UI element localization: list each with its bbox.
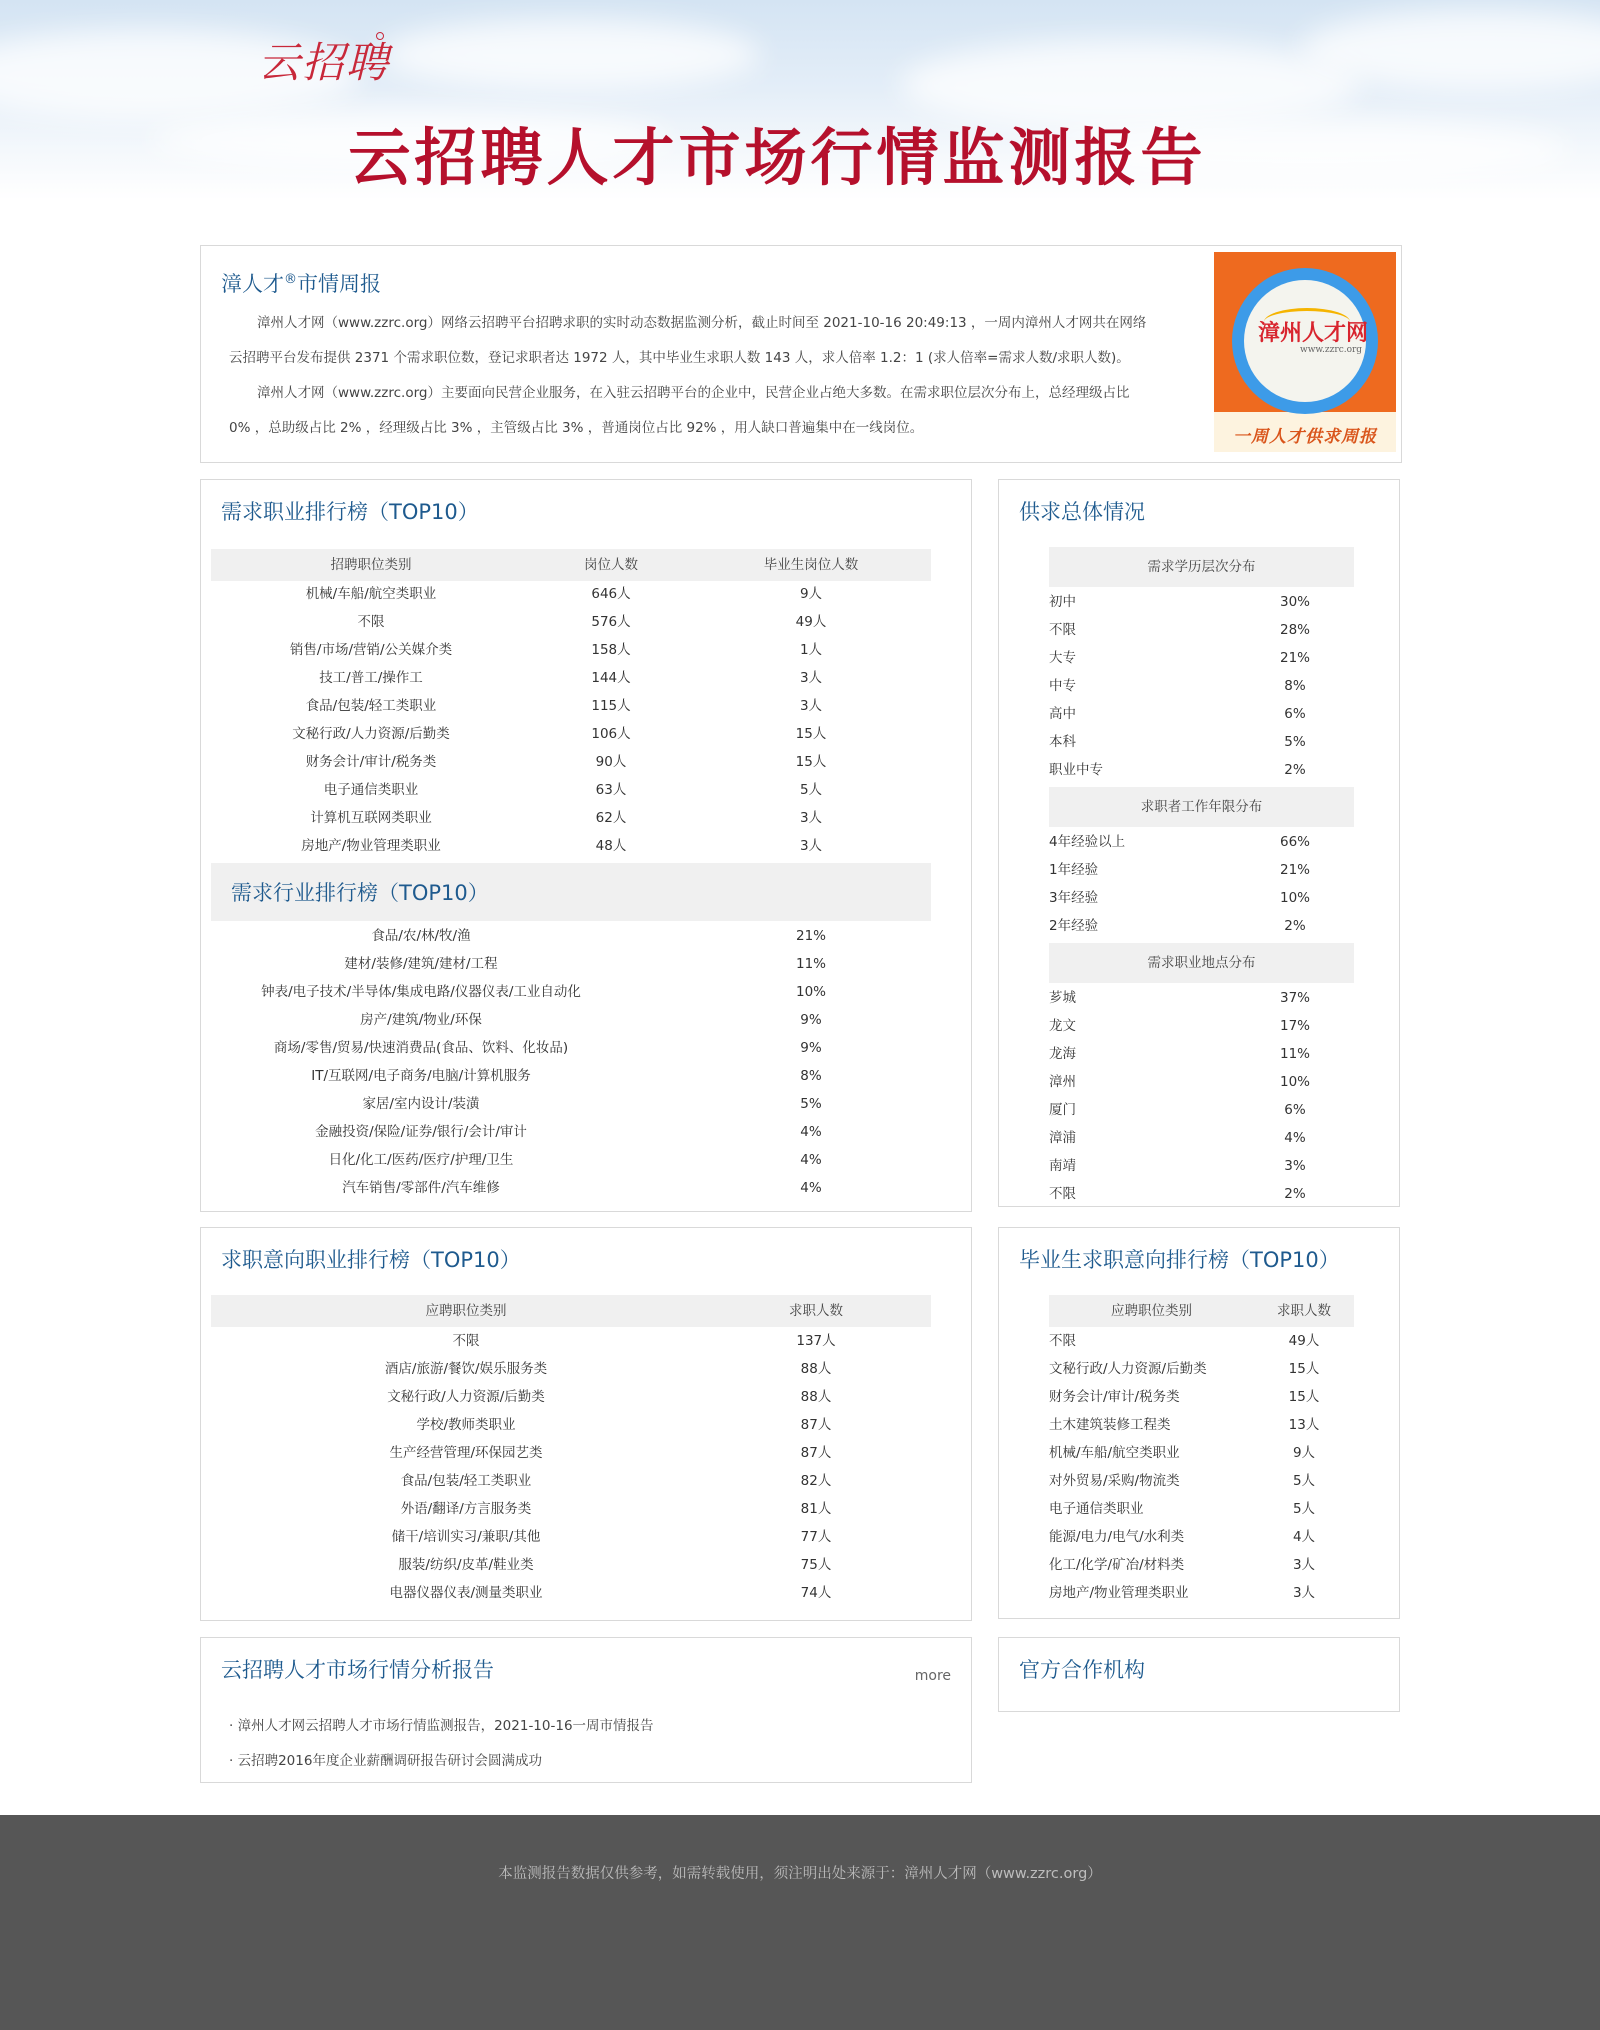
- supply-item: [1049, 912, 1354, 940]
- supply-item-label: 高中: [1049, 706, 1076, 722]
- table-cell: 15人: [795, 726, 827, 742]
- table-cell: 不限: [1049, 1333, 1076, 1349]
- footer-disclaimer: 本监测报告数据仅供参考，如需转载使用，须注明出处来源于：漳州人才网（www.zzrc.org）: [498, 1866, 1102, 1882]
- table-cell: 商场/零售/贸易/快速消费品(食品、饮料、化妆品): [273, 1040, 569, 1056]
- table-row: [1049, 1467, 1354, 1495]
- table-cell: 日化/化工/医药/医疗/护理/卫生: [328, 1152, 514, 1168]
- supply-item: [1049, 588, 1354, 616]
- table-cell: 87人: [800, 1445, 832, 1461]
- supply-item-label: 芗城: [1049, 990, 1076, 1006]
- report-link-1[interactable]: · 漳州人才网云招聘人才市场行情监测报告，2021-10-16一周市情报告: [229, 1718, 654, 1734]
- table-cell: 77人: [800, 1529, 832, 1545]
- supply-item-label: 4年经验以上: [1049, 834, 1126, 850]
- table-cell: 15人: [1288, 1361, 1320, 1377]
- table-cell: 储干/培训实习/兼职/其他: [391, 1529, 541, 1545]
- table-row: [201, 1383, 941, 1411]
- supply-item: [1049, 1096, 1354, 1124]
- table-cell: 3人: [799, 838, 823, 854]
- table-cell: 4%: [800, 1180, 822, 1196]
- table-cell: 137人: [796, 1333, 836, 1349]
- table-cell: 汽车销售/零部件/汽车维修: [342, 1180, 500, 1196]
- table-row: [201, 580, 941, 608]
- demand-industries-title: 需求行业排行榜（TOP10）: [231, 881, 489, 905]
- supply-item-value: 2%: [1284, 762, 1306, 778]
- table-row: [201, 1034, 941, 1062]
- supply-item-label: 厦门: [1049, 1102, 1076, 1118]
- table-cell: 财务会计/审计/税务类: [305, 754, 437, 770]
- table-row: [201, 1174, 941, 1202]
- table-row: [201, 804, 941, 832]
- supply-item-label: 3年经验: [1049, 890, 1099, 906]
- supply-item-label: 初中: [1049, 594, 1076, 610]
- supply-item-label: 本科: [1049, 734, 1076, 750]
- table-row: [201, 720, 941, 748]
- supply-item: [1049, 884, 1354, 912]
- table-row: [201, 950, 941, 978]
- supply-item-value: 28%: [1279, 622, 1310, 638]
- supply-item-label: 中专: [1049, 678, 1076, 694]
- supply-item-value: 2%: [1284, 1186, 1306, 1202]
- table-cell: 49人: [1288, 1333, 1320, 1349]
- footer: [0, 1815, 1600, 2030]
- table-cell: 74人: [800, 1585, 832, 1601]
- supply-item-value: 30%: [1279, 594, 1310, 610]
- table-cell: 房产/建筑/物业/环保: [360, 1012, 482, 1028]
- supply-item-value: 8%: [1284, 678, 1306, 694]
- table-row: [201, 922, 941, 950]
- table-cell: 土木建筑装修工程类: [1049, 1417, 1171, 1433]
- table-cell: 49人: [795, 614, 827, 630]
- table-cell: 钟表/电子技术/半导体/集成电路/仪器仪表/工业自动化: [261, 984, 581, 1000]
- supply-group-header: 需求职业地点分布: [1049, 943, 1354, 983]
- table-row: [1049, 1523, 1354, 1551]
- table-row: [1049, 1355, 1354, 1383]
- table-cell: 销售/市场/营销/公关媒介类: [289, 642, 453, 658]
- table-cell: 房地产/物业管理类职业: [301, 838, 441, 854]
- table-cell: 144人: [591, 670, 631, 686]
- table-row: [1049, 1495, 1354, 1523]
- table-cell: IT/互联网/电子商务/电脑/计算机服务: [311, 1068, 531, 1084]
- table-cell: 15人: [1288, 1389, 1320, 1405]
- table-cell: 9%: [800, 1040, 822, 1056]
- table-row: [1049, 1439, 1354, 1467]
- table-cell: 88人: [800, 1361, 832, 1377]
- supply-group-header: 求职者工作年限分布: [1049, 787, 1354, 827]
- table-cell: 3人: [799, 698, 823, 714]
- market-reports-title: 云招聘人才市场行情分析报告: [221, 1658, 494, 1682]
- table-cell: 158人: [591, 642, 631, 658]
- table-cell: 建材/装修/建筑/建材/工程: [344, 956, 498, 972]
- table-row: [201, 1495, 941, 1523]
- demand-jobs-table-header: 招聘职位类别 岗位人数 毕业生岗位人数: [211, 549, 931, 581]
- table-row: [201, 1090, 941, 1118]
- demand-jobs-panel: [200, 479, 972, 1212]
- table-cell: 48人: [595, 838, 627, 854]
- table-cell: 技工/普工/操作工: [319, 670, 423, 686]
- supply-item-value: 6%: [1284, 706, 1306, 722]
- table-cell: 62人: [595, 810, 627, 826]
- supply-item-value: 66%: [1279, 834, 1310, 850]
- table-row: [1049, 1579, 1354, 1607]
- supply-item-label: 大专: [1049, 650, 1076, 666]
- table-row: [201, 664, 941, 692]
- supply-item-label: 漳州: [1049, 1074, 1076, 1090]
- supply-item: [1049, 1012, 1354, 1040]
- table-cell: 服装/纺织/皮革/鞋业类: [398, 1557, 534, 1573]
- table-row: [201, 1411, 941, 1439]
- supply-item-value: 17%: [1279, 1018, 1310, 1034]
- supply-item-value: 4%: [1284, 1130, 1306, 1146]
- table-cell: 文秘行政/人力资源/后勤类: [292, 726, 450, 742]
- table-cell: 家居/室内设计/装潢: [362, 1096, 480, 1112]
- table-cell: 4%: [800, 1124, 822, 1140]
- table-row: [1049, 1551, 1354, 1579]
- page-title: 云招聘人才市场行情监测报告: [348, 121, 1207, 194]
- supply-item: [1049, 672, 1354, 700]
- table-cell: 3人: [1292, 1557, 1316, 1573]
- table-cell: 食品/包装/轻工类职业: [400, 1473, 532, 1489]
- table-cell: 3人: [799, 670, 823, 686]
- table-row: [201, 1062, 941, 1090]
- table-cell: 15人: [795, 754, 827, 770]
- table-cell: 化工/化学/矿冶/材料类: [1049, 1557, 1185, 1573]
- table-cell: 115人: [591, 698, 631, 714]
- table-cell: 金融投资/保险/证券/银行/会计/审计: [315, 1124, 527, 1140]
- supply-item-label: 1年经验: [1049, 862, 1099, 878]
- seeker-jobs-title: 求职意向职业排行榜（TOP10）: [221, 1248, 521, 1272]
- supply-item: [1049, 700, 1354, 728]
- summary-paragraph-2: 漳州人才网（www.zzrc.org）主要面向民营企业服务，在入驻云招聘平台的企业中，民营企业占绝大多数。在需求职位层次分布上，总经理级占比 0% ，总助级占比 2% ，经理级占比 3% ，主管级占比 3% ，普通岗位占比 92% ，用人缺口普遍集中在一线岗位。: [229, 385, 1130, 436]
- supply-item: [1049, 1152, 1354, 1180]
- table-cell: 3人: [799, 810, 823, 826]
- table-cell: 5人: [1292, 1501, 1316, 1517]
- more-reports-link[interactable]: more: [914, 1668, 951, 1684]
- supply-item: [1049, 984, 1354, 1012]
- table-row: [201, 978, 941, 1006]
- table-row: [1049, 1383, 1354, 1411]
- table-row: [201, 692, 941, 720]
- supply-item-label: 南靖: [1049, 1158, 1076, 1174]
- table-row: [201, 1467, 941, 1495]
- table-row: [1049, 1411, 1354, 1439]
- supply-item-label: 2年经验: [1049, 918, 1099, 934]
- table-cell: 机械/车船/航空类职业: [1049, 1445, 1180, 1461]
- supply-item-value: 10%: [1279, 890, 1310, 906]
- supply-item-value: 3%: [1284, 1158, 1306, 1174]
- table-cell: 计算机互联网类职业: [310, 810, 432, 826]
- table-cell: 不限: [452, 1333, 480, 1349]
- table-cell: 11%: [795, 956, 826, 972]
- table-cell: 81人: [800, 1501, 832, 1517]
- table-cell: 3人: [1292, 1585, 1316, 1601]
- table-cell: 106人: [591, 726, 631, 742]
- table-row: [201, 1523, 941, 1551]
- demand-industries-header: [211, 863, 931, 921]
- weekly-report-promo-image[interactable]: [1214, 252, 1396, 452]
- supply-group-header: 需求学历层次分布: [1049, 547, 1354, 587]
- table-cell: 5人: [799, 782, 823, 798]
- supply-item-label: 漳浦: [1049, 1130, 1076, 1146]
- supply-item: [1049, 756, 1354, 784]
- table-row: [201, 1355, 941, 1383]
- table-cell: 5人: [1292, 1473, 1316, 1489]
- table-cell: 82人: [800, 1473, 832, 1489]
- report-link-2[interactable]: · 云招聘2016年度企业薪酬调研报告研讨会圆满成功: [229, 1753, 542, 1769]
- table-row: [201, 1327, 941, 1355]
- table-cell: 房地产/物业管理类职业: [1049, 1585, 1189, 1601]
- table-row: [201, 748, 941, 776]
- supply-item: [1049, 1068, 1354, 1096]
- table-cell: 电子通信类职业: [323, 782, 419, 798]
- graduate-jobs-table-header: 应聘职位类别 求职人数: [1049, 1295, 1354, 1327]
- supply-item: [1049, 1180, 1354, 1208]
- table-row: [201, 1579, 941, 1607]
- market-reports-panel: [200, 1637, 972, 1783]
- supply-item-value: 5%: [1284, 734, 1306, 750]
- supply-item-value: 2%: [1284, 918, 1306, 934]
- site-logo[interactable]: 云招聘: [258, 38, 391, 87]
- supply-item: [1049, 828, 1354, 856]
- supply-item: [1049, 856, 1354, 884]
- table-row: [1049, 1327, 1354, 1355]
- graduate-jobs-panel: [998, 1227, 1400, 1619]
- supply-item: [1049, 728, 1354, 756]
- table-cell: 9人: [1292, 1445, 1316, 1461]
- table-cell: 576人: [591, 614, 631, 630]
- supply-item: [1049, 616, 1354, 644]
- demand-jobs-title: 需求职业排行榜（TOP10）: [221, 500, 479, 524]
- supply-item: [1049, 1124, 1354, 1152]
- table-row: [201, 1118, 941, 1146]
- promo-tagline: 一周人才供求周报: [1233, 427, 1377, 447]
- table-cell: 学校/教师类职业: [416, 1417, 516, 1433]
- table-cell: 10%: [795, 984, 826, 1000]
- supply-item: [1049, 1040, 1354, 1068]
- summary-title: 漳人才®市情周报: [221, 272, 381, 296]
- table-cell: 不限: [357, 614, 385, 630]
- table-cell: 对外贸易/采购/物流类: [1049, 1473, 1180, 1489]
- table-row: [201, 1551, 941, 1579]
- table-row: [201, 832, 941, 860]
- table-cell: 9%: [800, 1012, 822, 1028]
- table-cell: 外语/翻译/方言服务类: [400, 1501, 532, 1517]
- header-banner: [0, 0, 1600, 200]
- table-cell: 646人: [591, 586, 631, 602]
- table-cell: 食品/农/林/牧/渔: [371, 928, 471, 944]
- table-cell: 5%: [800, 1096, 822, 1112]
- table-cell: 4人: [1292, 1529, 1316, 1545]
- promo-site-name: 漳州人才网: [1258, 320, 1369, 346]
- table-cell: 财务会计/审计/税务类: [1049, 1389, 1180, 1405]
- table-cell: 1人: [799, 642, 823, 658]
- graduate-jobs-title: 毕业生求职意向排行榜（TOP10）: [1019, 1248, 1340, 1272]
- table-cell: 文秘行政/人力资源/后勤类: [1049, 1361, 1207, 1377]
- table-row: [201, 1146, 941, 1174]
- table-row: [201, 636, 941, 664]
- supply-item: [1049, 644, 1354, 672]
- partners-panel: [998, 1637, 1400, 1712]
- supply-item-label: 不限: [1049, 622, 1076, 638]
- supply-item-label: 龙文: [1049, 1018, 1076, 1034]
- table-cell: 63人: [595, 782, 627, 798]
- supply-item-label: 职业中专: [1049, 762, 1103, 778]
- table-cell: 88人: [800, 1389, 832, 1405]
- supply-item-value: 10%: [1279, 1074, 1310, 1090]
- table-cell: 生产经营管理/环保园艺类: [389, 1445, 543, 1461]
- supply-item-value: 21%: [1279, 862, 1310, 878]
- table-row: [201, 1439, 941, 1467]
- supply-item-value: 37%: [1279, 990, 1310, 1006]
- promo-site-url: www.zzrc.org: [1300, 345, 1363, 355]
- seeker-jobs-panel: [200, 1227, 972, 1621]
- table-cell: 4%: [800, 1152, 822, 1168]
- table-cell: 8%: [800, 1068, 822, 1084]
- table-row: [201, 608, 941, 636]
- supply-item-value: 21%: [1279, 650, 1310, 666]
- summary-paragraph-1: 漳州人才网（www.zzrc.org）网络云招聘平台招聘求职的实时动态数据监测分析，截止时间至 2021-10-16 20:49:13 ，一周内漳州人才网共在网络 云招聘平台发布提供 2371 个需求职位数，登记求职者达 1972 人，其中毕业生求职人数 143 人，求人倍率 1.2：1 (求人倍率=需求人数/求职人数)。: [229, 315, 1147, 366]
- supply-item-value: 6%: [1284, 1102, 1306, 1118]
- table-cell: 21%: [795, 928, 826, 944]
- seeker-jobs-table-header: 应聘职位类别 求职人数: [211, 1295, 931, 1327]
- table-cell: 13人: [1288, 1417, 1320, 1433]
- supply-overview-title: 供求总体情况: [1019, 500, 1145, 524]
- table-cell: 电子通信类职业: [1049, 1501, 1144, 1517]
- logo-registered-mark: [376, 32, 384, 40]
- table-cell: 87人: [800, 1417, 832, 1433]
- table-cell: 酒店/旅游/餐饮/娱乐服务类: [384, 1361, 548, 1377]
- table-cell: 机械/车船/航空类职业: [305, 586, 437, 602]
- table-row: [201, 776, 941, 804]
- partners-title: 官方合作机构: [1019, 1658, 1145, 1682]
- supply-item-label: 龙海: [1049, 1046, 1076, 1062]
- table-cell: 文秘行政/人力资源/后勤类: [387, 1389, 545, 1405]
- table-row: [201, 1006, 941, 1034]
- supply-item-value: 11%: [1279, 1046, 1310, 1062]
- table-cell: 90人: [595, 754, 627, 770]
- table-cell: 9人: [799, 586, 823, 602]
- table-cell: 75人: [800, 1557, 832, 1573]
- supply-overview-panel: [998, 479, 1400, 1207]
- table-cell: 能源/电力/电气/水利类: [1049, 1529, 1185, 1545]
- supply-item-label: 不限: [1049, 1186, 1076, 1202]
- table-cell: 电器仪器仪表/测量类职业: [389, 1585, 543, 1601]
- table-cell: 食品/包装/轻工类职业: [305, 698, 437, 714]
